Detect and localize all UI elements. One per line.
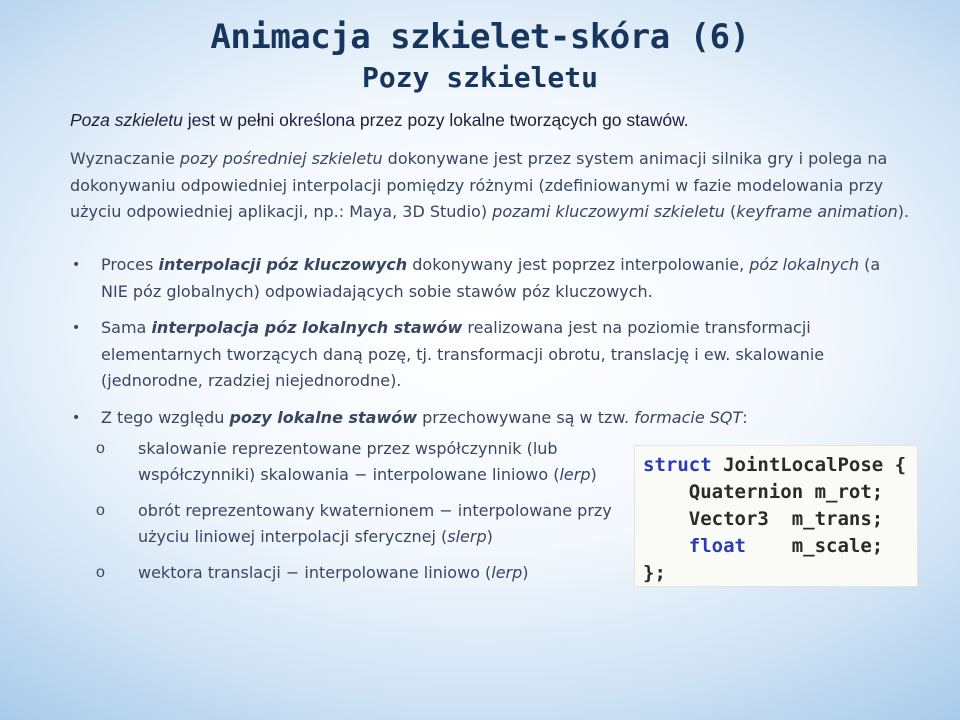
bullet-item-interpolation-process: [70, 252, 910, 305]
text-run: (: [724, 202, 737, 221]
text-run: ).: [897, 202, 910, 221]
emphasis-text: interpolacji póz kluczowych: [158, 255, 408, 274]
subitem-rotation: [96, 498, 626, 549]
bullet-item-local-pose-interpolation: [70, 315, 910, 395]
text-run: Proces: [101, 255, 159, 274]
text-run: Sama: [101, 318, 152, 337]
slide-subtitle: Pozy szkieletu: [361, 61, 598, 94]
emphasis-text: formacie SQT: [634, 407, 743, 427]
emphasis-text: lerp: [491, 563, 523, 582]
code-line-trans: Vector3 m_trans;: [643, 508, 884, 530]
text-run: dokonywane jest przez system animacji silnika gry i polega na dokonywaniu odpowiedniej interpolacji pomiędzy różnymi (zdefiniowanymi w fazie modelowania przy użyciu odpowiedniej aplikacji, np.: Maya, 3D Studio): [70, 149, 888, 221]
code-snippet-jointlocalpose: [634, 445, 918, 587]
code-keyword-struct: struct: [643, 454, 712, 476]
text-run: jest w pełni określona przez pozy lokalne tworzących go stawów.: [182, 110, 689, 130]
text-run: :: [742, 407, 748, 427]
code-line-close: };: [643, 562, 666, 584]
emphasis-text: pozami kluczowymi szkieletu: [492, 202, 725, 221]
sqt-sublist: [96, 436, 626, 597]
text-run: realizowana jest na poziomie transformacji elementarnych tworzących daną pozę, tj. transformacji obrotu, translację i ew. skalowanie (jednorodne, rzadziej niejednorodne).: [101, 318, 825, 390]
emphasis-text: slerp: [447, 526, 487, 546]
text-run: ): [486, 526, 493, 546]
text-run: obrót reprezentowany kwaternionem − interpolowane przy użyciu liniowej interpolacji sferycznej (: [138, 501, 612, 546]
subitem-translation: [96, 560, 626, 586]
emphasis-text: keyframe animation: [736, 202, 898, 221]
intro-paragraph: [70, 146, 910, 226]
text-run: ): [590, 464, 597, 484]
text-run: dokonywany jest poprzez interpolowanie,: [407, 255, 750, 274]
text-run: ): [522, 563, 529, 582]
emphasis-text: pozy pośredniej szkieletu: [179, 149, 383, 168]
code-keyword-float: float: [688, 535, 746, 557]
lead-sentence: [70, 108, 890, 132]
emphasis-text: Poza szkieletu: [70, 110, 183, 130]
text-run: przechowywane są w tzw.: [417, 407, 635, 427]
code-line-scale: m_scale;: [745, 535, 884, 557]
emphasis-text: interpolacja póz lokalnych stawów: [151, 318, 463, 337]
text-run: Z tego względu: [101, 407, 230, 427]
bullet-list: [70, 252, 910, 441]
text-run: (a NIE póz globalnych) odpowiadających sobie stawów póz kluczowych.: [101, 255, 881, 301]
text-run: Wyznaczanie: [70, 149, 180, 168]
bullet-item-sqt-format: [70, 405, 910, 432]
emphasis-text: pozy lokalne stawów: [229, 407, 418, 427]
code-line-rot: Quaternion m_rot;: [643, 481, 884, 503]
text-run: wektora translacji − interpolowane liniowo (: [138, 563, 492, 582]
code-indent: [643, 535, 689, 557]
code-struct-name: JointLocalPose {: [711, 454, 907, 476]
subitem-scale: [96, 436, 626, 487]
emphasis-text: póz lokalnych: [749, 255, 859, 274]
text-run: skalowanie reprezentowane przez współczynnik (lub współczynniki) skalowania − interpolowane liniowo (: [138, 439, 560, 484]
slide-title: Animacja szkielet-skóra (6): [210, 17, 750, 57]
emphasis-text: lerp: [559, 464, 591, 484]
